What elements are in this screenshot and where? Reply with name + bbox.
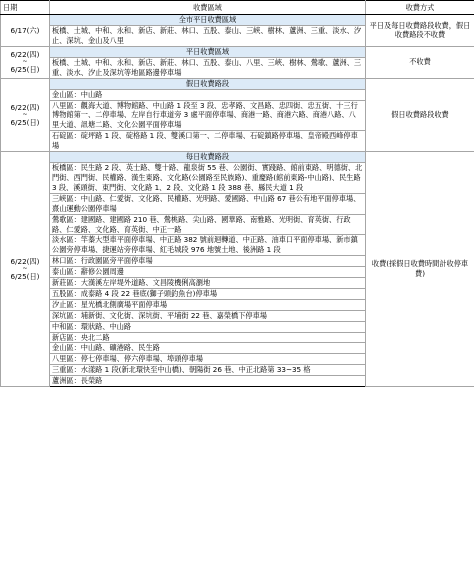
fee-method-cell: 平日及每日收費路段收費，假日收費路段不收費 [366, 15, 474, 47]
area-cell: 林口區：行政園區旁平面停車場 [50, 256, 366, 267]
area-cell: 蘆洲區：長榮路 [50, 376, 366, 387]
date-text: 6/25(日) [10, 65, 40, 75]
area-cell: 新店區：央北二路 [50, 332, 366, 343]
date-cell [1, 152, 50, 387]
area-cell: 五股區：成泰路 4 段 22 巷底(獅子頭釣魚台)停車場 [50, 288, 366, 299]
date-text: 6/17(六) [10, 25, 40, 35]
area-cell: 汐止區：星光橋北側廣場平面停車場 [50, 299, 366, 310]
area-cell: 石碇區：碇坪路 1 段、碇格路 1 段、雙溪口第一、二停車場、石碇鎮路停車場、皇帝殿西峰停車場 [50, 131, 366, 152]
date-text: 6/22(四) [10, 102, 40, 112]
area-cell: 深坑區：埔新街、文化街、深坑街、平埔街 22 巷、嘉榮橋下停車場 [50, 310, 366, 321]
area-cell: 新莊區：大漢溪左岸堤外道路、文昌陵機俐高瀏地 [50, 278, 366, 289]
area-cell: 金山區：中山路、礦港路、民生路 [50, 343, 366, 354]
area-cell: 板橋、土城、中和、永和、新店、新莊、林口、五股、泰山、八里、三峽、樹林、鶯歌、蘆洲、三重、淡水、汐止及深坑等地區路邊停車場 [50, 57, 366, 78]
area-cell: 三峽區：中山路、仁愛街、文化路、民權路、光明路、愛國路、中山路 67 巷公有地平面停車場、熹山運動公園停車場 [50, 193, 366, 214]
date-range-tilde: ~ [22, 110, 28, 118]
fee-method-cell: 假日收費路段收費 [366, 78, 474, 151]
area-cell: 淡水區：竿蓁大型車平面停車場、中正路 382 號前迴轉道、中正路、油車口平面停車場、新市鎮公園旁停車場、捷運站旁停車場、紅毛城段 976 地號土地、後洲路 1 段 [50, 235, 366, 256]
area-cell: 泰山區：辭修公園周邊 [50, 267, 366, 278]
area-cell: 三重區：水漾路 1 段(新北環快至中山橋)、朝陽街 26 巷、中正北路第 33~35 格 [50, 365, 366, 376]
date-range-tilde: ~ [22, 265, 28, 273]
date-text: 6/22(四) [10, 50, 40, 60]
date-cell [1, 15, 50, 47]
area-cell: 鶯歌區：建國路、建國路 210 巷、鶯桃路、尖山路、國華路、南雅路、光明街、育英街、行政路、仁愛路、文化路、育英街、中正一路 [50, 214, 366, 235]
area-cell: 八里區：觀海大道、博物館路、中山路 1 段至 3 段、忠孝路、文昌路、忠四街、忠五街、十三行博物館第一、二停車場、左岸自行車道旁 3 處平面停車場、商港一路、商港六路、商港八路、八里大道、訊塘二路、文化公園平面停車場 [50, 100, 366, 131]
area-cell: 八里區：停七停車場、停六停車場、埠頭停車場 [50, 354, 366, 365]
date-text: 6/25(日) [10, 272, 40, 282]
header-area: 收費區域 [50, 1, 366, 15]
section-header-row [1, 152, 474, 163]
date-text: 6/25(日) [10, 117, 40, 127]
date-text: 6/22(四) [10, 257, 40, 267]
fee-method-cell: 不收費 [366, 46, 474, 78]
section-title: 假日收費路段 [50, 78, 366, 89]
date-cell [1, 78, 50, 151]
table-header-row [1, 1, 474, 15]
fee-method-cell: 收費(採假日收費時間計收停車費) [366, 152, 474, 387]
section-header-row [1, 46, 474, 57]
date-range-tilde: ~ [22, 58, 28, 66]
area-cell: 板橋區：民生路 2 段、英士路、雙十路、龍泉街 55 巷、公園街、實踐路、館前東路、明德街、北門街、西門街、民權路、漢生東路、文化路(公園路至民族路)、重慶路(館前東路-中山路)、民生路 3 段、溪頭街、東門街、文化路 1、2 段、文化路 1 段 388 巷、縣民大道 1 段 [50, 163, 366, 194]
area-cell: 板橋、土城、中和、永和、新店、新莊、林口、五股、泰山、三峽、樹林、蘆洲、三重、淡水、汐止、深坑、金山及八里 [50, 26, 366, 47]
area-cell: 中和區：環狀路、中山路 [50, 321, 366, 332]
section-title: 全市平日收費區域 [50, 15, 366, 26]
header-date: 日期 [1, 1, 50, 15]
section-title: 平日收費區域 [50, 46, 366, 57]
area-cell: 金山區：中山路 [50, 89, 366, 100]
section-header-row [1, 78, 474, 89]
section-title: 每日收費路段 [50, 152, 366, 163]
section-header-row [1, 15, 474, 26]
date-cell [1, 46, 50, 78]
header-method: 收費方式 [366, 1, 474, 15]
